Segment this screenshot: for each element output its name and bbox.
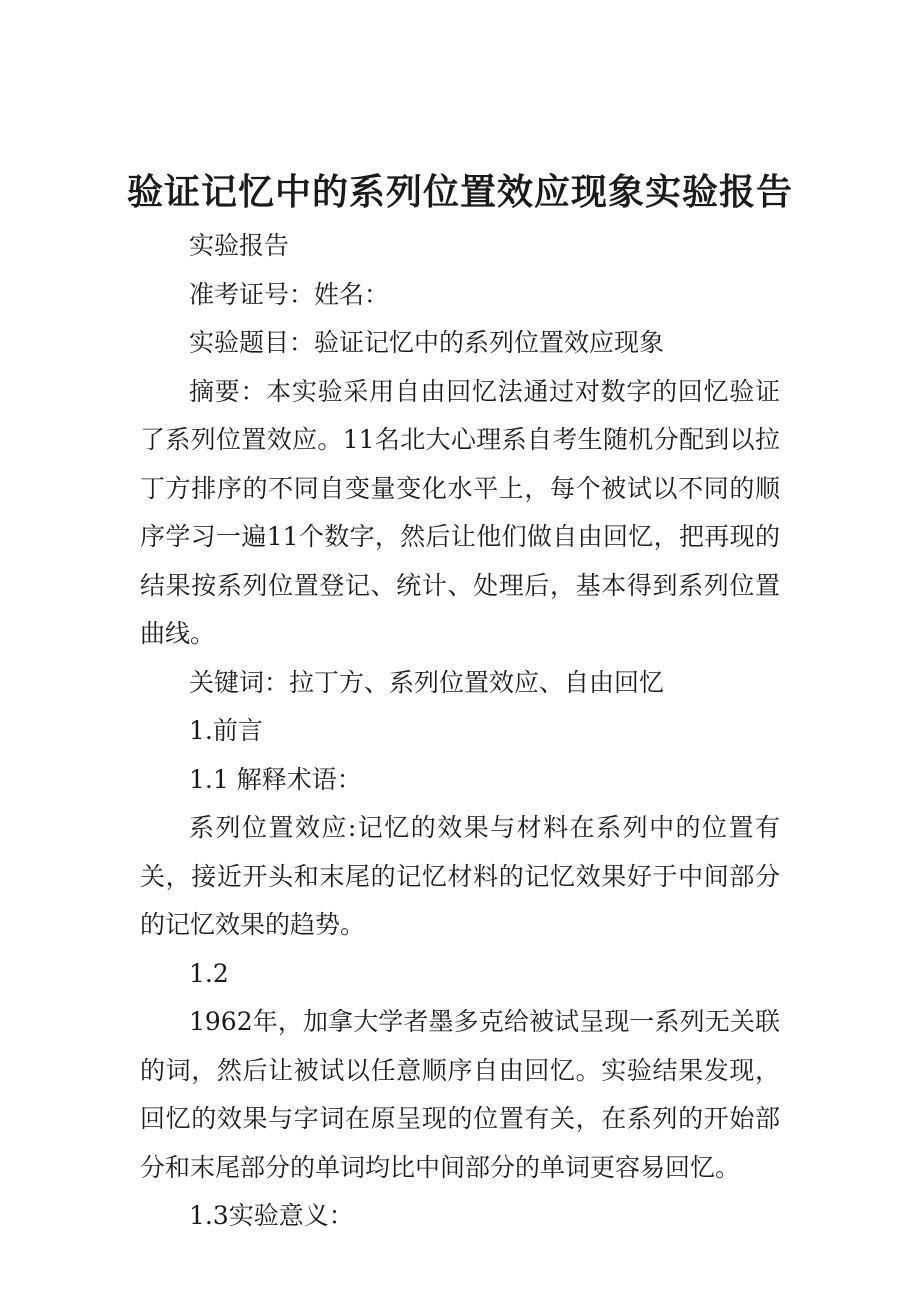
report-label: 实验报告	[189, 231, 290, 260]
exam-id-name-line: 准考证号：姓名：	[189, 279, 390, 309]
section-heading-1-2: 1.2	[189, 958, 229, 988]
abstract-paragraph: 摘要：本实验采用自由回忆法通过对数字的回忆验证了系列位置效应。11名北大心理系自考生随机分配到以拉丁方排序的不同自变量变化水平上，每个被试以不同的顺序学习一遍11个数字，然后让他们做自由回忆，把再现的结果按系列位置登记、统计、处理后，基本得到系列位置曲线。	[140, 376, 780, 648]
section-heading-significance: 1.3实验意义：	[189, 1201, 354, 1230]
document-body	[140, 222, 780, 1241]
term-definition-paragraph: 系列位置效应:记忆的效果与材料在系列中的位置有关，接近开头和末尾的记忆材料的记忆效果好于中间部分的记忆效果的趋势。	[140, 813, 780, 939]
section-heading-terms: 1.1 解释术语：	[189, 764, 362, 794]
background-paragraph: 1962年，加拿大学者墨多克给被试呈现一系列无关联的词，然后让被试以任意顺序自由回忆。实验结果发现，回忆的效果与字词在原呈现的位置有关，在系列的开始部分和末尾部分的单词均比中间部分的单词更容易回忆。	[140, 1007, 780, 1182]
document-title: 验证记忆中的系列位置效应现象实验报告	[126, 171, 793, 214]
experiment-topic: 实验题目：验证记忆中的系列位置效应现象	[189, 328, 665, 357]
section-heading-preface: 1.前言	[189, 716, 263, 745]
keywords-line: 关键词：拉丁方、系列位置效应、自由回忆	[189, 667, 665, 697]
